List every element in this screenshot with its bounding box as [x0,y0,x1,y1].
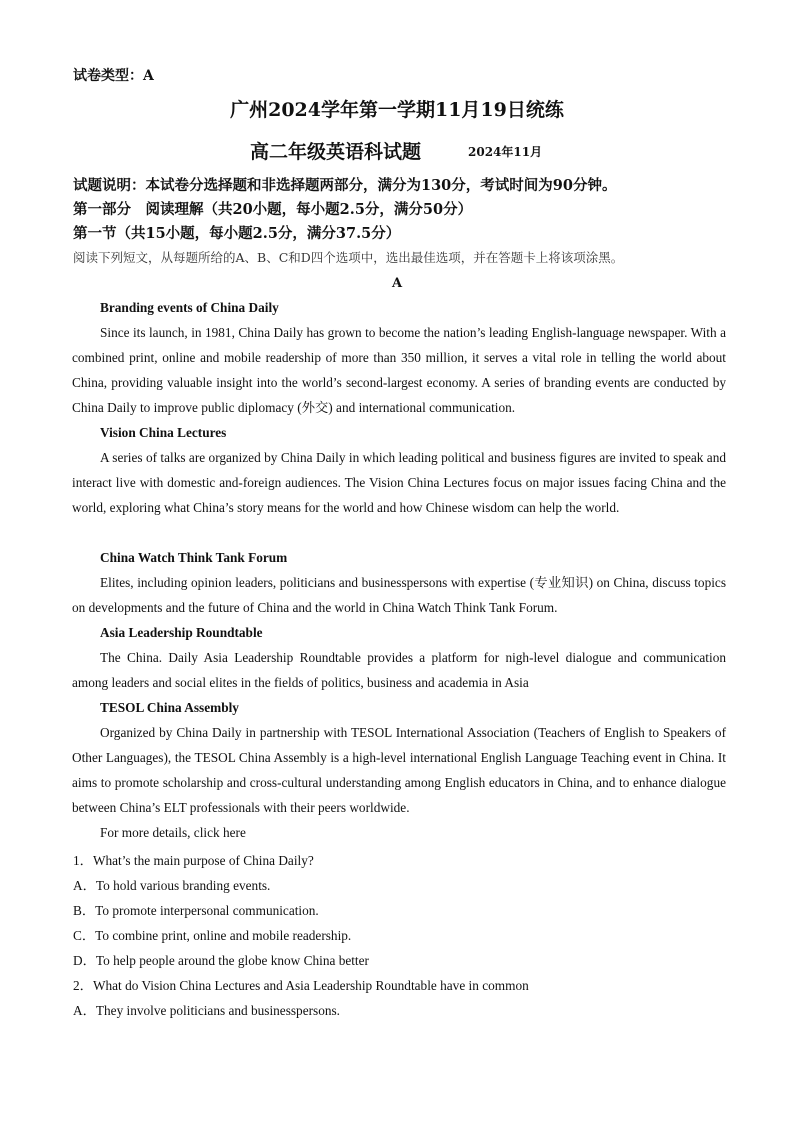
event-heading: TESOL China Assembly [100,700,239,715]
q1-option-c: C．To combine print, online and mobile readership. [73,928,352,943]
part-heading: 第一部分 阅读理解（共20小题，每小题2.5分，满分50分） [73,201,473,218]
exam-subtitle: 高二年级英语科试题 [250,141,422,163]
instruction-text: 阅读下列短文，从每题所给的A、B、C和D四个选项中，选出最佳选项，并在答题卡上将该项涂黑。 [73,250,624,265]
passage-title: Branding events of China Daily [100,300,279,315]
paper-type: 试卷类型：A [73,68,154,84]
passage-letter: A [391,276,403,291]
event-text: Organized by China Daily in partnership with TESOL International Association (Teachers of English to Speakers of Other Languages), the TESOL China Assembly is a high-level international English Language Teaching event in China. It aims to promote scholarship and cross-cultural understanding among English educators in China, and to enhance dialogue between China’s ELT professionals with their peers worldwide. [72,725,726,815]
event-text: The China. Daily Asia Leadership Roundtable provides a platform for nigh-level dialogue and communication among leaders and social elites in the fields of politics, business and academia in Asia [72,650,726,690]
event-text: A series of talks are organized by China Daily in which leading political and business figures are invited to speak and interact live with domestic and-foreign audiences. The Vision China Lectures focus on major issues facing China and the world, exploring what China’s story means for the world and how Chinese wisdom can help the world. [72,450,726,515]
section-heading: 第一节（共15小题，每小题2.5分，满分37.5分） [73,225,401,242]
more-details-link[interactable]: For more details, click here [100,825,246,840]
event-heading: China Watch Think Tank Forum [100,550,288,565]
q1-option-d: D．To help people around the globe know China better [73,953,369,968]
event-heading: Asia Leadership Roundtable [100,625,263,640]
q2-option-a: A．They involve politicians and businesspersons. [73,1003,341,1018]
question-1: 1．What’s the main purpose of China Daily? [73,853,314,868]
passage-intro: Since its launch, in 1981, China Daily has grown to become the nation’s leading English-language newspaper. With a combined print, online and mobile readership of more than 350 million, it serves a vital role in telling the world about China, providing valuable insight into the world’s second-largest economy. A series of branding events are conducted by China Daily to improve public diplomacy (外交) and international communication. [72,325,726,415]
event-heading: Vision China Lectures [100,425,227,440]
exam-title: 广州2024学年第一学期11月19日统练 [230,99,564,121]
q1-option-a: A．To hold various branding events. [73,878,271,893]
exam-date: 2024年11月 [468,145,543,159]
question-2: 2．What do Vision China Lectures and Asia Leadership Roundtable have in common [73,978,529,993]
event-text: Elites, including opinion leaders, politicians and businesspersons with expertise (专业知识) on China, discuss topics on developments and the future of China and the world in China Watch Think Tank Forum. [72,575,726,615]
exam-note: 试题说明：本试卷分选择题和非选择题两部分，满分为130分，考试时间为90分钟。 [73,177,617,194]
q1-option-b: B．To promote interpersonal communication. [73,903,319,918]
